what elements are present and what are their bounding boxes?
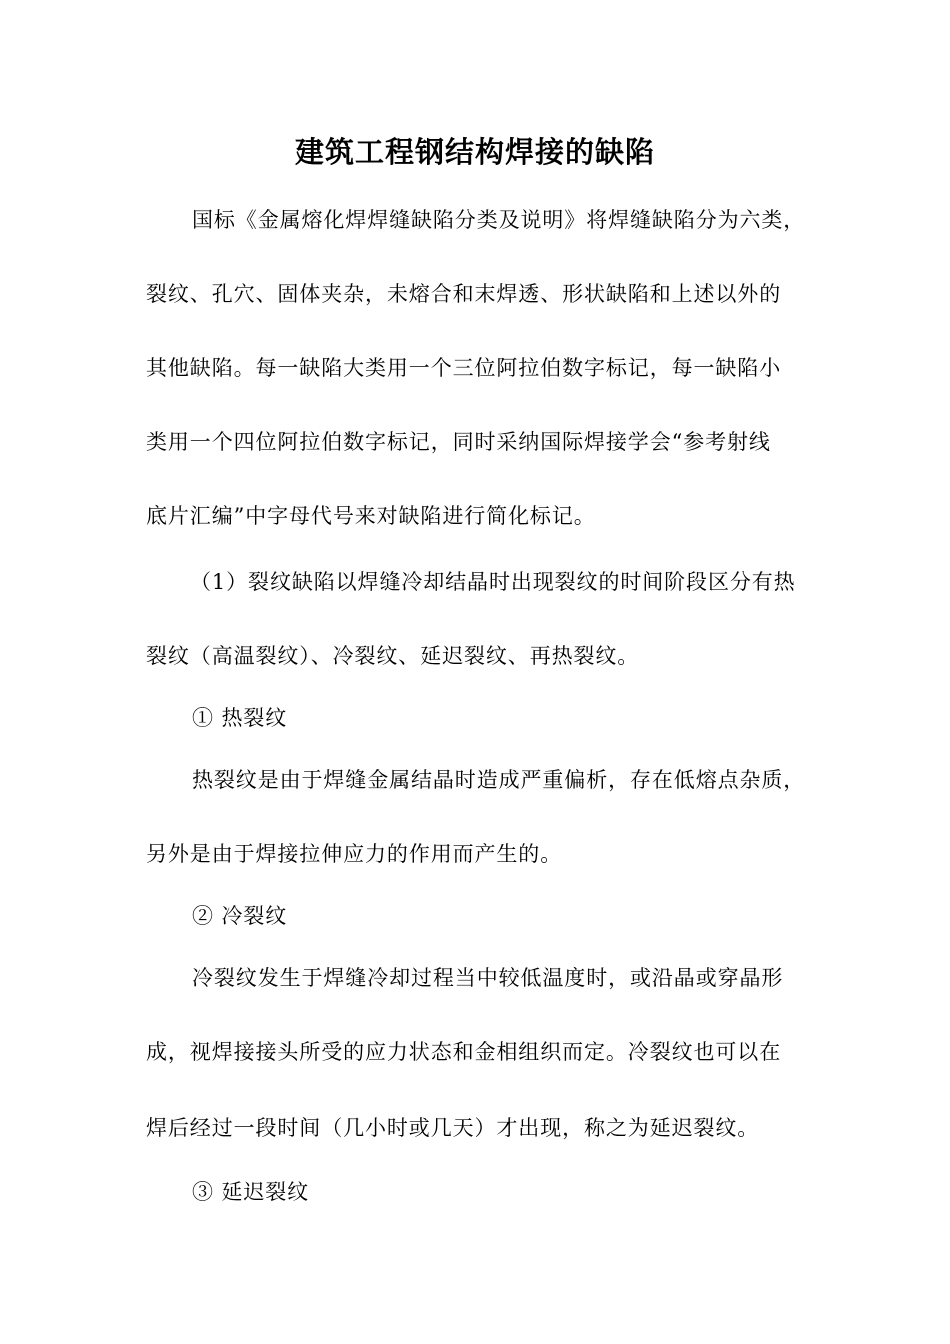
paragraph-line: 其他缺陷。每一缺陷大类用一个三位阿拉伯数字标记，每一缺陷小	[146, 356, 782, 380]
paragraph-line: 另外是由于焊接拉伸应力的作用而产生的。	[146, 842, 563, 866]
paragraph-line: 类用一个四位阿拉伯数字标记，同时采纳国际焊接学会“参考射线	[146, 430, 771, 454]
paragraph-line: 热裂纹是由于焊缝金属结晶时造成严重偏析，存在低熔点杂质，	[192, 768, 806, 792]
paragraph-line: 国标《金属熔化焊焊缝缺陷分类及说明》将焊缝缺陷分为六类，	[192, 208, 806, 232]
paragraph-line: 裂纹（高温裂纹）、冷裂纹、延迟裂纹、再热裂纹。	[146, 644, 640, 668]
paragraph-line: 成，视焊接接头所受的应力状态和金相组织而定。冷裂纹也可以在	[146, 1040, 782, 1064]
paragraph-line: （1）裂纹缺陷以焊缝冷却结晶时出现裂纹的时间阶段区分有热	[190, 570, 796, 594]
subsection-heading: ③ 延迟裂纹	[192, 1180, 310, 1204]
subsection-heading: ② 冷裂纹	[192, 904, 288, 928]
document-title: 建筑工程钢结构焊接的缺陷	[294, 135, 655, 169]
subsection-heading: ① 热裂纹	[192, 706, 288, 730]
paragraph-line: 裂纹、孔穴、固体夹杂，未熔合和末焊透、形状缺陷和上述以外的	[146, 282, 782, 306]
paragraph-line: 焊后经过一段时间（几小时或几天）才出现，称之为延迟裂纹。	[146, 1116, 760, 1140]
paragraph-line: 底片汇编”中字母代号来对缺陷进行简化标记。	[146, 504, 596, 528]
paragraph-line: 冷裂纹发生于焊缝冷却过程当中较低温度时，或沿晶或穿晶形	[192, 966, 784, 990]
